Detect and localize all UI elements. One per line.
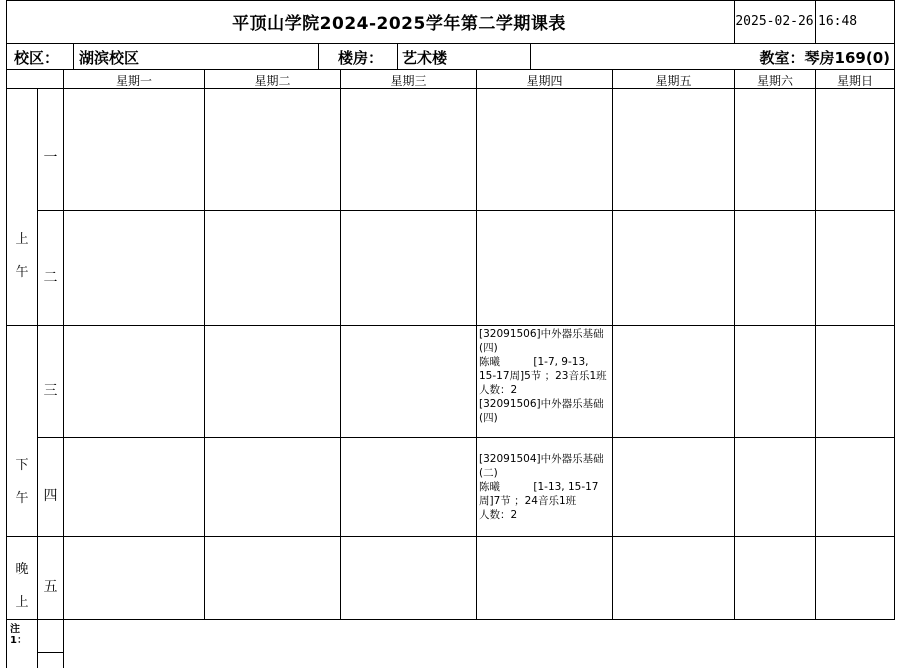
campus-value: 湖滨校区 — [79, 49, 140, 67]
course-cell-thursday-period4[interactable]: [32091504]中外器乐基础(二) 陈曦 [1-13, 15-17周]7节 ；24音乐1班 人数：2 — [479, 453, 604, 521]
grid-line — [6, 69, 895, 70]
grid-line — [204, 69, 205, 620]
period-3: 三 — [43, 383, 58, 399]
day-header-monday: 星期一 — [115, 74, 152, 88]
grid-line — [6, 619, 895, 620]
grid-line — [6, 536, 895, 537]
grid-line — [815, 69, 816, 620]
grid-line — [37, 210, 895, 211]
session-evening: 晚 上 — [15, 562, 29, 610]
grid-line — [37, 437, 895, 438]
day-header-wednesday: 星期三 — [390, 74, 427, 88]
grid-line — [894, 0, 895, 620]
day-header-sunday: 星期日 — [836, 74, 873, 88]
grid-line — [530, 43, 531, 70]
grid-line — [340, 69, 341, 620]
period-2: 二 — [43, 270, 58, 286]
day-header-tuesday: 星期二 — [254, 74, 291, 88]
grid-line — [815, 0, 816, 44]
grid-line — [476, 69, 477, 620]
day-header-friday: 星期五 — [655, 74, 692, 88]
day-header-saturday: 星期六 — [756, 74, 793, 88]
course-cell-thursday-period3[interactable]: [32091506]中外器乐基础(四) 陈曦 [1-7, 9-13, 15-17周]5节 ；23音乐1班 人数：2 [32091506]中外器乐基础(四) — [479, 328, 607, 424]
page-title: 平顶山学院2024-2025学年第二学期课表 — [232, 14, 566, 34]
session-afternoon: 下 午 — [15, 458, 29, 506]
grid-line — [6, 0, 895, 1]
classroom-label: 教室：琴房169(0) — [759, 49, 890, 67]
grid-line — [734, 69, 735, 620]
grid-line — [63, 69, 64, 668]
grid-line — [37, 652, 64, 653]
campus-label: 校区： — [14, 49, 60, 67]
grid-line — [318, 43, 319, 70]
grid-line — [612, 69, 613, 620]
grid-line — [6, 43, 895, 44]
day-header-thursday: 星期四 — [526, 74, 563, 88]
print-date: 2025-02-26 — [735, 14, 814, 29]
period-1: 一 — [43, 150, 58, 166]
period-5: 五 — [43, 579, 58, 595]
grid-line — [397, 43, 398, 70]
grid-line — [6, 325, 895, 326]
note-label: 注 1： — [10, 624, 27, 646]
period-4: 四 — [43, 488, 58, 504]
session-morning: 上 午 — [15, 232, 29, 280]
building-label: 楼房： — [338, 49, 384, 67]
print-time: 16:48 — [818, 14, 858, 29]
grid-line — [73, 43, 74, 70]
building-value: 艺术楼 — [402, 49, 448, 67]
